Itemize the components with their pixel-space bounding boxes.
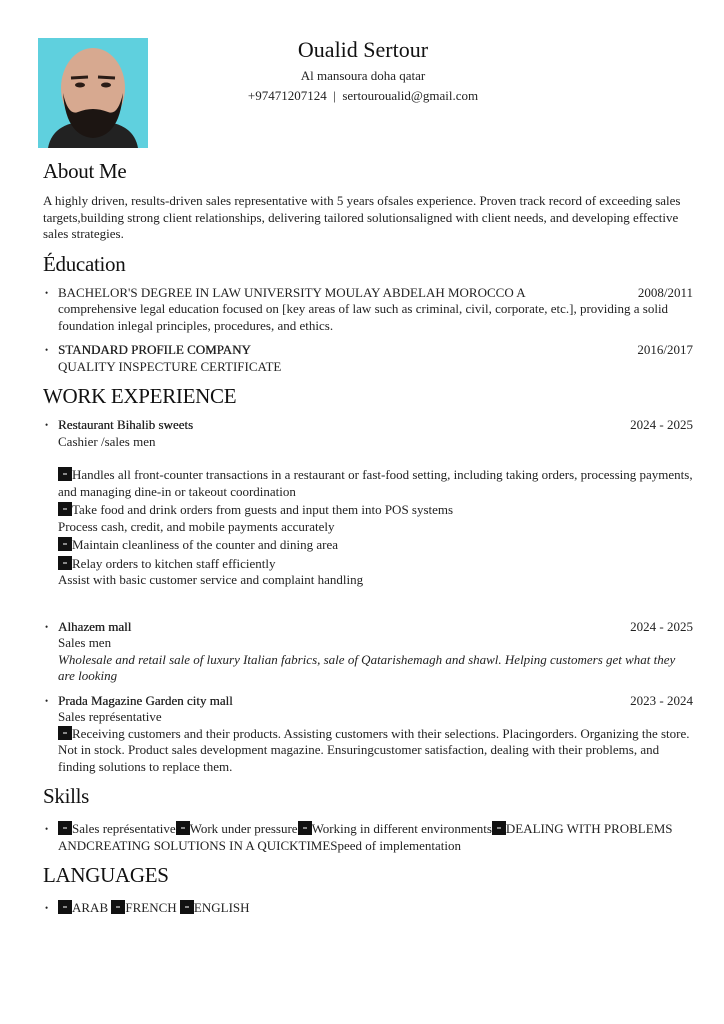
work-date: 2024 - 2025: [630, 618, 693, 634]
languages-item: [43, 900, 693, 917]
placeholder-glyph-icon: [58, 467, 72, 481]
education-heading: Éducation: [43, 251, 126, 276]
education-date: 2008/2011: [637, 284, 693, 300]
full-name: Oualid Sertour: [297, 37, 429, 62]
work-role: Cashier /sales men: [58, 433, 156, 449]
contact-line: [150, 88, 576, 105]
skill: DEALING WITH PROBLEMS ANDCREATING SOLUTIONS IN A QUICKTIMESpeed of implementation: [58, 821, 673, 853]
about-text: A highly driven, results-driven sales representative with 5 years ofsales experience. Proven track record of exceeding sales targets,building strong client relationships, delivering tailored solutionsaligned with client needs, and developing effective sales strategies.: [43, 193, 681, 241]
work-heading: WORK EXPERIENCE: [43, 384, 237, 408]
work-duty: Handles all front-counter transactions in a restaurant or fast-food setting, including taking orders, processing payments, and managing dine-in or takeout coordination: [58, 467, 693, 499]
education-title: • STANDARD PROFILE COMPANY: [58, 342, 251, 357]
education-title: • BACHELOR'S DEGREE IN LAW UNIVERSITY MOULAY ABDELAH MOROCCO A: [58, 284, 526, 300]
work-duty: Maintain cleanliness of the counter and dining area: [72, 537, 339, 552]
placeholder-glyph-icon: [298, 821, 312, 835]
work-date: 2024 - 2025: [630, 417, 693, 432]
about-heading: About Me: [43, 159, 127, 183]
work-item: [43, 693, 693, 776]
skill: Work under pressure: [189, 821, 298, 836]
education-desc: comprehensive legal education focused on [key areas of law such as criminal, civil, corporate, etc.], providing a solid foundation inlegal principles, procedures, and ethics.: [58, 301, 669, 333]
language: ARAB: [72, 900, 112, 915]
education-date: 2016/2017: [637, 342, 693, 357]
languages-heading: LANGUAGES: [43, 863, 169, 887]
work-company: • Restaurant Bihalib sweets: [58, 417, 194, 432]
work-item: [43, 417, 693, 611]
work-role: Sales men: [58, 635, 112, 650]
resume-header: [150, 36, 576, 104]
language: FRENCH: [125, 900, 180, 915]
placeholder-glyph-icon: [58, 537, 72, 551]
placeholder-glyph-icon: [58, 556, 72, 570]
resume-body: [43, 158, 693, 925]
work-company: • Prada Magazine Garden city mall: [58, 692, 233, 708]
work-item: [43, 619, 693, 685]
separator: |: [333, 87, 336, 103]
languages-list: [43, 900, 693, 917]
placeholder-glyph-icon: [180, 900, 194, 914]
education-item: [43, 342, 693, 375]
work-company: • Alhazem mall: [58, 618, 132, 634]
work-duty: Assist with basic customer service and complaint handling: [58, 572, 364, 587]
work-duty: Process cash, credit, and mobile payments accurately: [58, 518, 335, 534]
education-desc: QUALITY INSPECTURE CERTIFICATE: [58, 358, 282, 374]
placeholder-glyph-icon: [58, 726, 72, 740]
skill: Working in different environments: [311, 821, 492, 836]
work-role: Sales représentative: [58, 709, 162, 724]
work-desc: Receiving customers and their products. Assisting customers with their selections. Placingorders. Organizing the store. Not in stock. Product sales development magazine. Ensuringcustomer satisfaction, dealing with their problems, and finding solutions to replace them.: [58, 725, 690, 774]
education-list: [43, 285, 693, 376]
skills-item: [43, 821, 693, 854]
skill: Sales représentative: [72, 821, 176, 836]
address: Al mansoura doha qatar: [300, 68, 426, 83]
skills-list: [43, 821, 693, 854]
work-list: [43, 417, 693, 775]
placeholder-glyph-icon: [58, 821, 72, 835]
education-item: [43, 285, 693, 335]
placeholder-glyph-icon: [176, 821, 190, 835]
work-duty: Relay orders to kitchen staff efficiently: [72, 555, 276, 571]
profile-photo: [38, 38, 148, 148]
phone: +97471207124: [247, 87, 327, 103]
work-date: 2023 - 2024: [630, 692, 693, 708]
email: sertouroualid@gmail.com: [342, 87, 479, 103]
placeholder-glyph-icon: [58, 900, 72, 914]
skills-heading: Skills: [43, 784, 90, 808]
language: ENGLISH: [193, 900, 250, 915]
work-desc: Wholesale and retail sale of luxury Italian fabrics, sale of Qatarishemagh and shawl. Helping customers get what they are looking: [58, 651, 676, 683]
placeholder-glyph-icon: [492, 821, 506, 835]
placeholder-glyph-icon: [58, 502, 72, 516]
placeholder-glyph-icon: [111, 900, 125, 914]
work-duty: Take food and drink orders from guests and input them into POS systems: [72, 502, 454, 517]
